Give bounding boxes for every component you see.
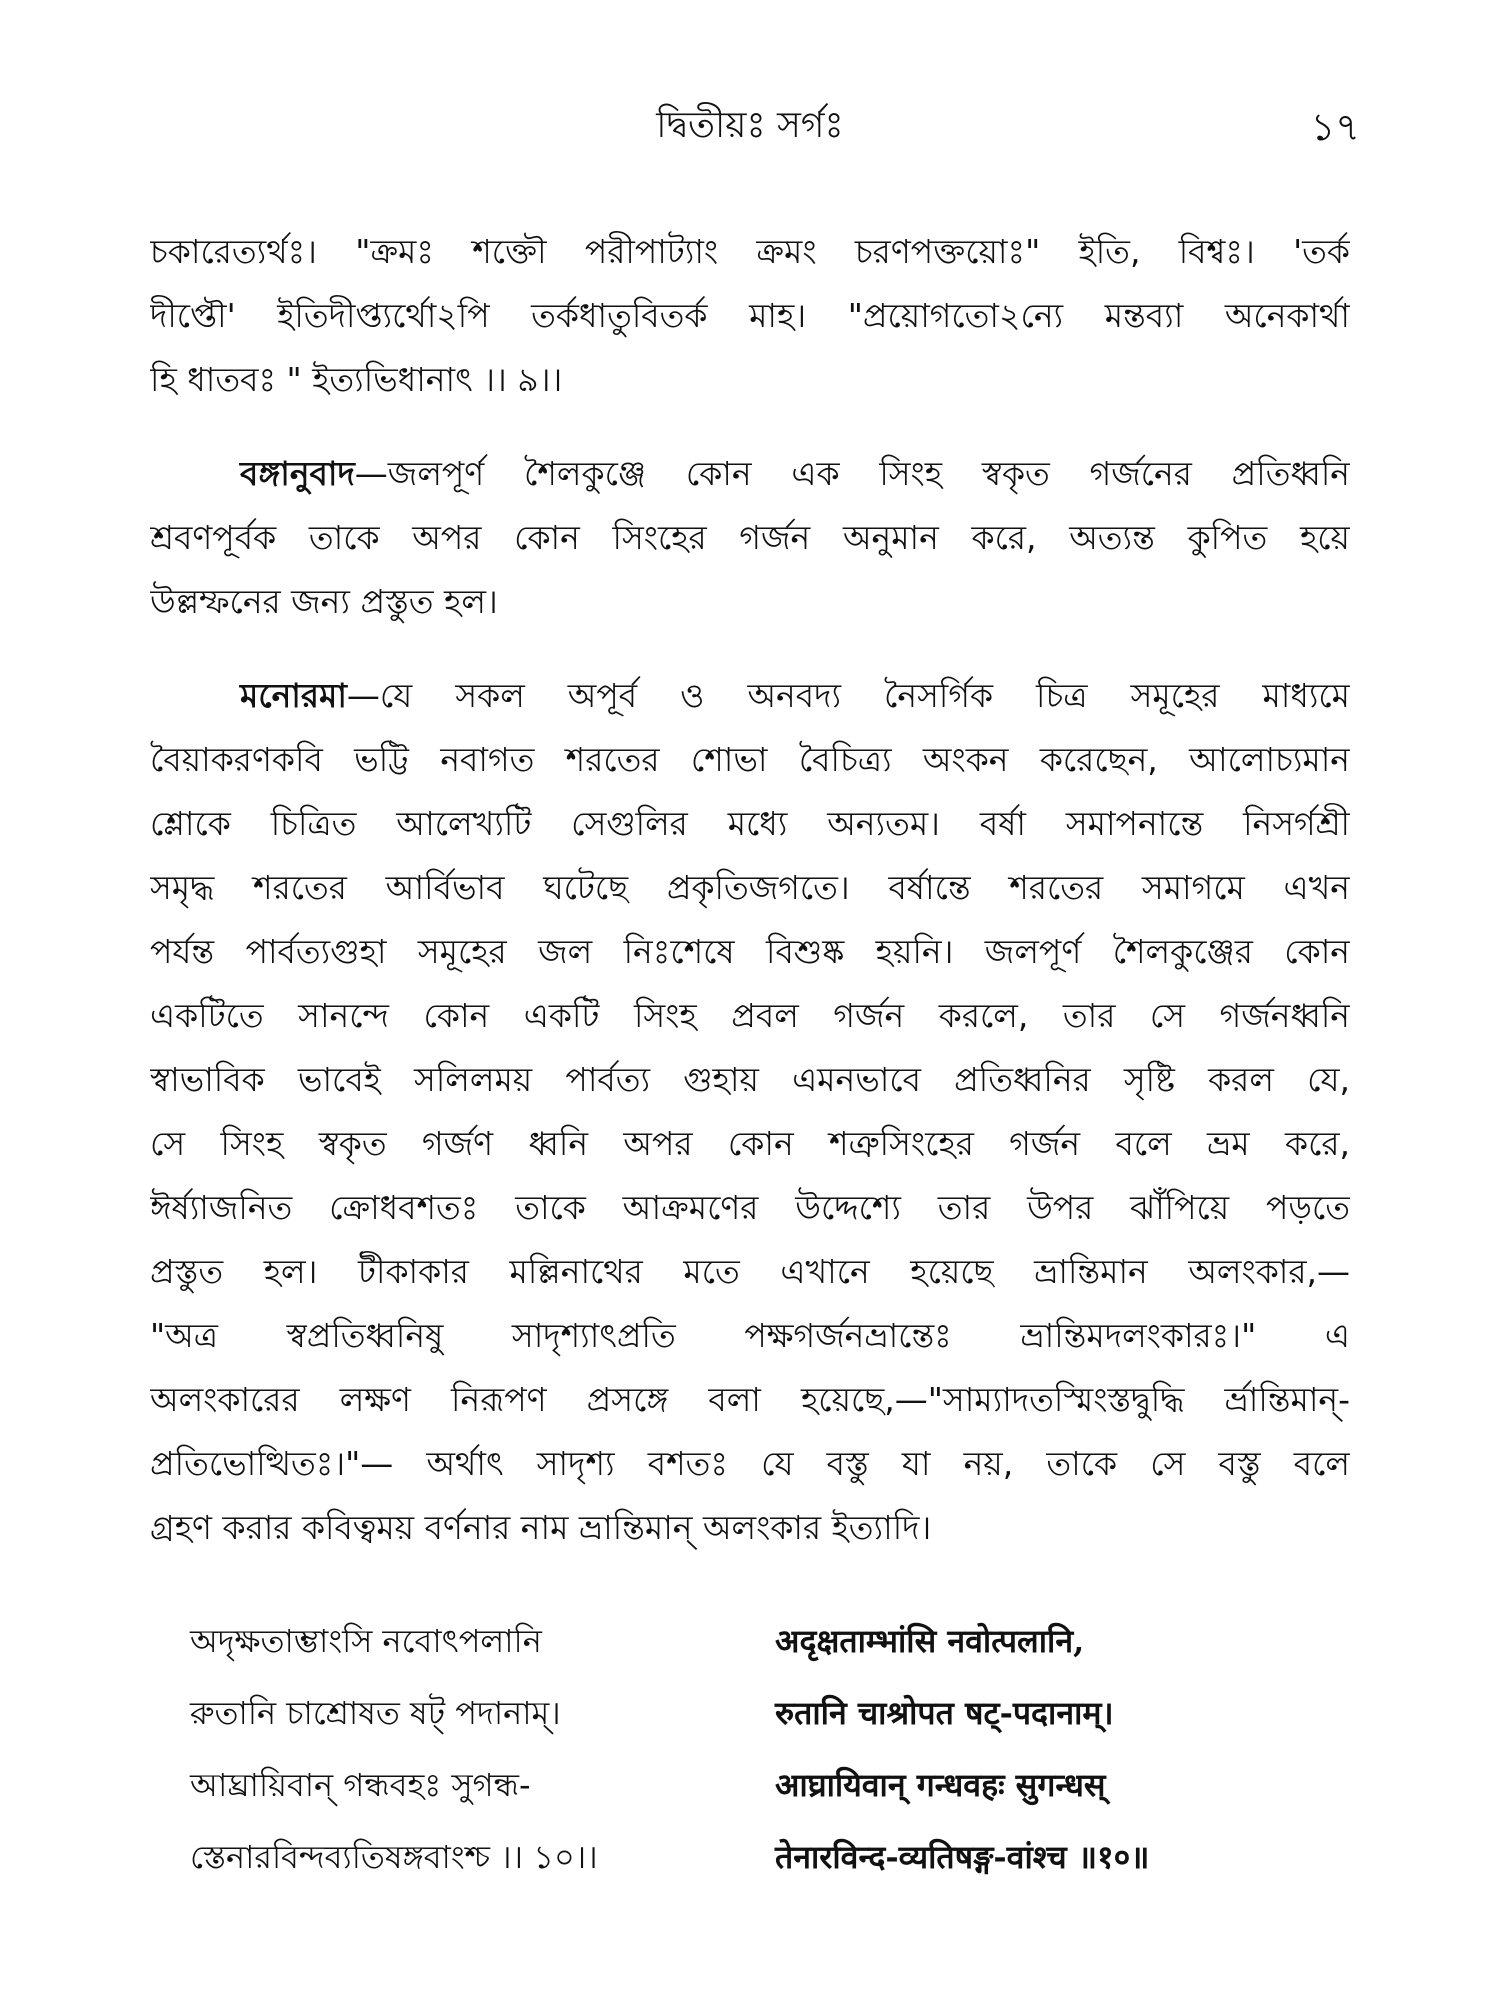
text-line: প্রস্তুত হল। টীকাকার মল্লিনাথের মতে এখানে হয়েছে ভ্রান্তিমান অলংকার,— [150, 1252, 1350, 1291]
text-line [150, 442, 1350, 506]
verse-devanagari: अदृक्षताम्भांसि नवोत्पलानि, [775, 1622, 1085, 1660]
translation-paragraph [150, 442, 1350, 634]
text-line: একটিতে সানন্দে কোন একটি সিংহ প্রবল গর্জন করলে, তার সে গর্জনধ্বনি [150, 996, 1350, 1035]
text-line: শ্লোকে চিত্রিত আলেখ্যটি সেগুলির মধ্যে অন্যতম। বর্ষা সমাপনান্তে নিসর্গশ্রী [150, 804, 1350, 843]
verse-row [190, 1677, 1350, 1749]
text-line: অলংকারের লক্ষণ নিরূপণ প্রসঙ্গে বলা হয়েছে,—"সাম্যাদতস্মিংস্তদ্বুদ্ধি র্ভ্রান্তিমান্- [150, 1380, 1350, 1419]
text-line: স্বাভাবিক ভাবেই সলিলময় পার্বত্য গুহায় এমনভাবে প্রতিধ্বনির সৃষ্টি করল যে, [150, 1060, 1350, 1099]
verse-bengali: স্তেনারবিন্দব্যতিষঙ্গবাংশ্চ ।। ১০।। [190, 1838, 598, 1876]
chapter-title: দ্বিতীয়ঃ সর্গঃ [656, 105, 844, 146]
commentary-paragraph [150, 220, 1350, 412]
verse-row [190, 1821, 1350, 1893]
manorama-label: মনোরমা [240, 676, 347, 715]
verse-block [190, 1605, 1350, 1893]
page-number: ১৭ [1310, 105, 1360, 149]
text-line: গ্রহণ করার কবিত্বময় বর্ণনার নাম ভ্রান্তিমান্ অলংকার ইত্যাদি। [150, 1508, 932, 1547]
verse-devanagari: रुतानि चाश्रोपत षट्-पदानाम्। [775, 1694, 1114, 1732]
text-line: চকারেত্যর্থঃ। "ক্রমঃ শক্তৌ পরীপাট্যাং ক্রমং চরণপক্তয়োঃ" ইতি, বিশ্বঃ। 'তর্ক [150, 232, 1350, 271]
verse-devanagari: तेनारविन्द-व्यतिषङ्ग-वांश्च ॥१०॥ [775, 1838, 1150, 1876]
text-line: "অত্র স্বপ্রতিধ্বনিষু সাদৃশ্যাৎপ্রতি পক্ষগর্জনভ্রান্তেঃ ভ্রান্তিমদলংকারঃ।" এ [150, 1316, 1350, 1355]
manorama-paragraph [150, 664, 1350, 1560]
translation-first-line: —জলপূর্ণ শৈলকুঞ্জে কোন এক সিংহ স্বকৃত গর্জনের প্রতিধ্বনি [354, 454, 1350, 493]
text-line: শ্রবণপূর্বক তাকে অপর কোন সিংহের গর্জন অনুমান করে, অত্যন্ত কুপিত হয়ে [150, 518, 1350, 557]
verse-row [190, 1605, 1350, 1677]
verse-bengali: অদৃক্ষতাম্ভাংসি নবোৎপলানি [190, 1622, 542, 1660]
text-line: প্রতিভোত্থিতঃ।"— অর্থাৎ সাদৃশ্য বশতঃ যে বস্তু যা নয়, তাকে সে বস্তু বলে [150, 1444, 1350, 1483]
text-line: বৈয়াকরণকবি ভট্টি নবাগত শরতের শোভা বৈচিত্র্য অংকন করেছেন, আলোচ্যমান [150, 740, 1350, 779]
body-text [150, 220, 1350, 1560]
text-line: দীপ্তৌ' ইতিদীপ্ত্যর্থো২পি তর্কধাতুবিতর্ক মাহ। "প্রয়োগতো২ন্যে মন্তব্যা অনেকার্থা [150, 296, 1350, 335]
manorama-first-line: —যে সকল অপূর্ব ও অনবদ্য নৈসর্গিক চিত্র সমূহের মাধ্যমে [346, 676, 1350, 715]
text-line: ঈর্ষ্যাজনিত ক্রোধবশতঃ তাকে আক্রমণের উদ্দেশ্যে তার উপর ঝাঁপিয়ে পড়তে [150, 1188, 1350, 1227]
text-line [150, 664, 1350, 728]
verse-bengali: আঘ্রায়িবান্ গন্ধবহঃ সুগন্ধ- [190, 1766, 531, 1804]
text-line: সে সিংহ স্বকৃত গর্জণ ধ্বনি অপর কোন শত্রুসিংহের গর্জন বলে ভ্রম করে, [150, 1124, 1350, 1163]
translation-label: বঙ্গানুবাদ [240, 454, 355, 493]
text-line: সমৃদ্ধ শরতের আর্বিভাব ঘটেছে প্রকৃতিজগতে। বর্ষান্তে শরতের সমাগমে এখন [150, 868, 1350, 907]
verse-devanagari: आघ्रायिवान् गन्धवहः सुगन्धस् [775, 1766, 1106, 1804]
text-line: উল্লম্ফনের জন্য প্রস্তুত হল। [150, 582, 498, 621]
verse-row [190, 1749, 1350, 1821]
text-line: হি ধাতবঃ " ইত্যভিধানাৎ ।। ৯।। [150, 360, 563, 399]
verse-bengali: রুতানি চাশ্রোষত ষট্ পদানাম্। [190, 1694, 561, 1732]
text-line: পর্যন্ত পার্বত্যগুহা সমূহের জল নিঃশেষে বিশুষ্ক হয়নি। জলপূর্ণ শৈলকুঞ্জের কোন [150, 932, 1350, 971]
